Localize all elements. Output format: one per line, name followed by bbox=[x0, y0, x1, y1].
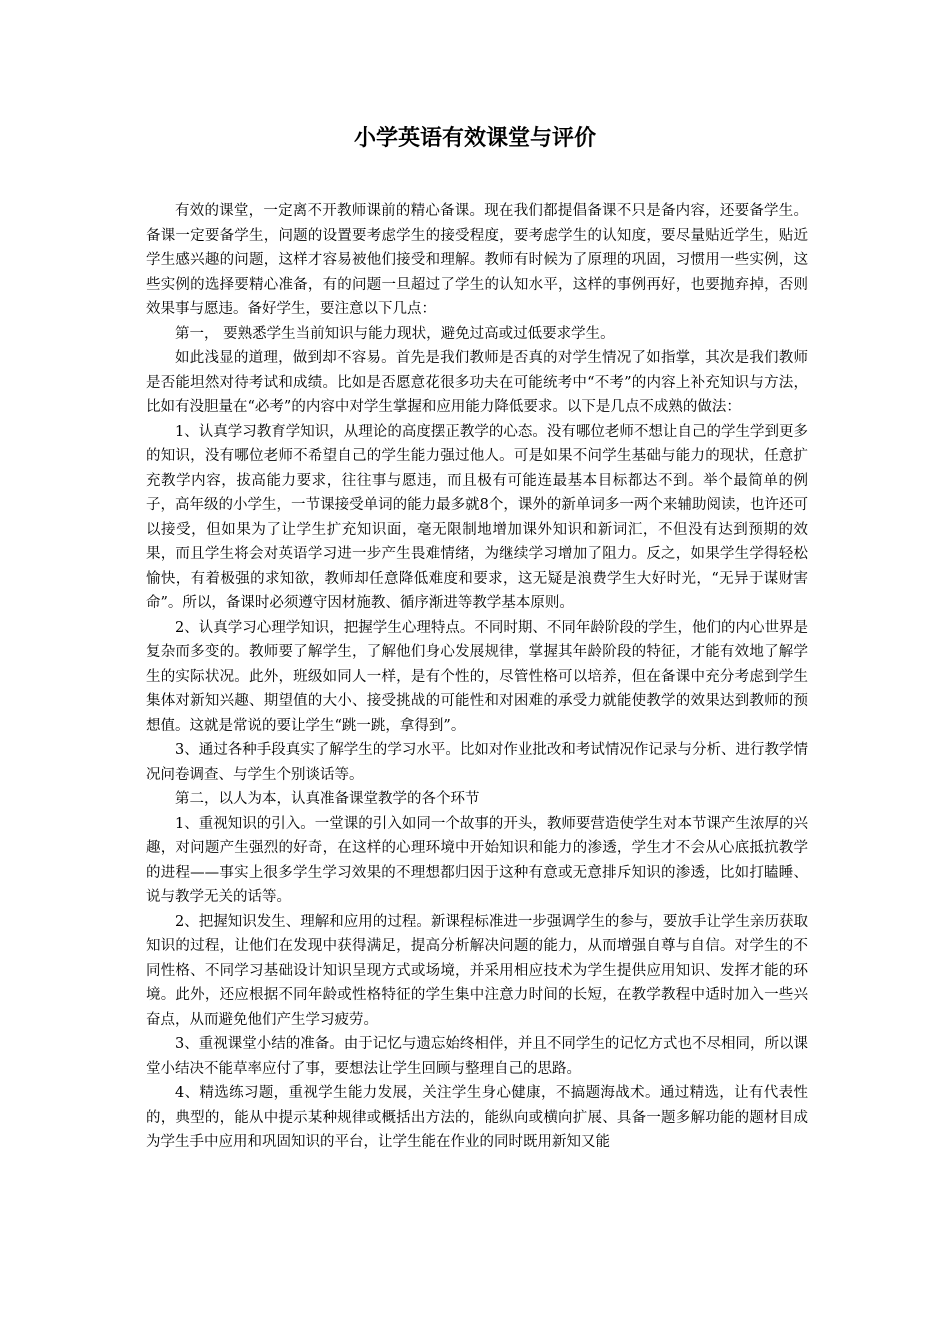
paragraph-step-1: 1、重视知识的引入。一堂课的引入如同一个故事的开头，教师要营造使学生对本节课产生浓厚的兴趣，对问题产生强烈的好奇，在这样的心理环境中开始知识和能力的渗透，学生才不会从心底抵抗教学的进程——事实上很多学生学习效果的不理想都归因于这种有意或无意排斥知识的渗透，比如打瞌睡、说与教学无关的话等。 bbox=[146, 815, 808, 905]
paragraph-point-one: 第一， 要熟悉学生当前知识与能力现状，避免过高或过低要求学生。 bbox=[175, 325, 615, 342]
paragraph-item-3: 3、通过各种手段真实了解学生的学习水平。比如对作业批改和考试情况作记录与分析、进行教学情况问卷调查、与学生个别谈话等。 bbox=[146, 742, 808, 783]
document-body bbox=[146, 199, 808, 1155]
paragraph-intro: 有效的课堂，一定离不开教师课前的精心备课。现在我们都提倡备课不只是备内容，还要备学生。备课一定要备学生，问题的设置要考虑学生的接受程度，要考虑学生的认知度，要尽量贴近学生，贴近学生感兴趣的问题，这样才容易被他们接受和理解。教师有时候为了原理的巩固，习惯用一些实例，这些实例的选择要精心准备，有的问题一旦超过了学生的认知水平，这样的事例再好，也要抛弃掉，否则效果事与愿违。备好学生，要注意以下几点： bbox=[146, 203, 808, 317]
paragraph-step-4: 4、精选练习题，重视学生能力发展，关注学生身心健康，不搞题海战术。通过精选，让有代表性的，典型的，能从中提示某种规律或概括出方法的，能纵向或横向扩展、具备一题多解功能的题材目成为学生手中应用和巩固知识的平台，让学生能在作业的同时既用新知又能 bbox=[146, 1085, 808, 1150]
paragraph-step-2: 2、把握知识发生、理解和应用的过程。新课程标准进一步强调学生的参与，要放手让学生亲历获取知识的过程，让他们在发现中获得满足，提高分析解决问题的能力，从而增强自尊与自信。对学生的不同性格、不同学习基础设计知识呈现方式或场境，并采用相应技术为学生提供应用知识、发挥才能的环境。此外，还应根据不同年龄或性格特征的学生集中注意力时间的长短，在教学教程中适时加入一些兴奋点，从而避免他们产生学习疲劳。 bbox=[146, 913, 808, 1028]
paragraph-step-3: 3、重视课堂小结的准备。由于记忆与遗忘始终相伴，并且不同学生的记忆方式也不尽相同，所以课堂小结决不能草率应付了事，要想法让学生回顾与整理自己的思路。 bbox=[146, 1036, 808, 1077]
paragraph-point-two: 第二，以人为本，认真准备课堂教学的各个环节 bbox=[175, 791, 480, 807]
paragraph-item-2: 2、认真学习心理学知识，把握学生心理特点。不同时期、不同年龄阶段的学生，他们的内心世界是复杂而多变的。教师要了解学生，了解他们身心发展规律，掌握其年龄阶段的特征，才能有效地了解学生的实际状况。此外，班级如同人一样，是有个性的，尽管性格可以培养，但在备课中充分考虑到学生集体对新知兴趣、期望值的大小、接受挑战的可能性和对困难的承受力就能使教学的效果达到教师的预想值。这就是常说的要让学生“跳一跳，拿得到”。 bbox=[146, 619, 808, 734]
paragraph-item-1: 1、认真学习教育学知识，从理论的高度摆正教学的心态。没有哪位老师不想让自己的学生学到更多的知识，没有哪位老师不希望自己的学生能力强过他人。可是如果不问学生基础与能力的现状，任意扩充教学内容，拔高能力要求，往往事与愿违，而且极有可能连最基本目标都达不到。举个最简单的例子，高年级的小学生，一节课接受单词的能力最多就8个，课外的新单词多一两个来辅助阅读，也许还可以接受，但如果为了让学生扩充知识面，毫无限制地增加课外知识和新词汇，不但没有达到预期的效果，而且学生将会对英语学习进一步产生畏难情绪，为继续学习增加了阻力。反之，如果学生学得轻松愉快，有着极强的求知欲，教师却任意降低难度和要求，这无疑是浪费学生大好时光，“无异于谋财害命”。所以，备课时必须遵守因材施教、循序渐进等教学基本原则。 bbox=[146, 423, 808, 611]
paragraph-explanation: 如此浅显的道理，做到却不容易。首先是我们教师是否真的对学生情况了如指掌，其次是我们教师是否能坦然对待考试和成绩。比如是否愿意花很多功夫在可能统考中“不考”的内容上补充知识与方法，比如有没胆量在“必考”的内容中对学生掌握和应用能力降低要求。以下是几点不成熟的做法： bbox=[146, 350, 808, 415]
document-title: 小学英语有效课堂与评价 bbox=[353, 125, 596, 151]
